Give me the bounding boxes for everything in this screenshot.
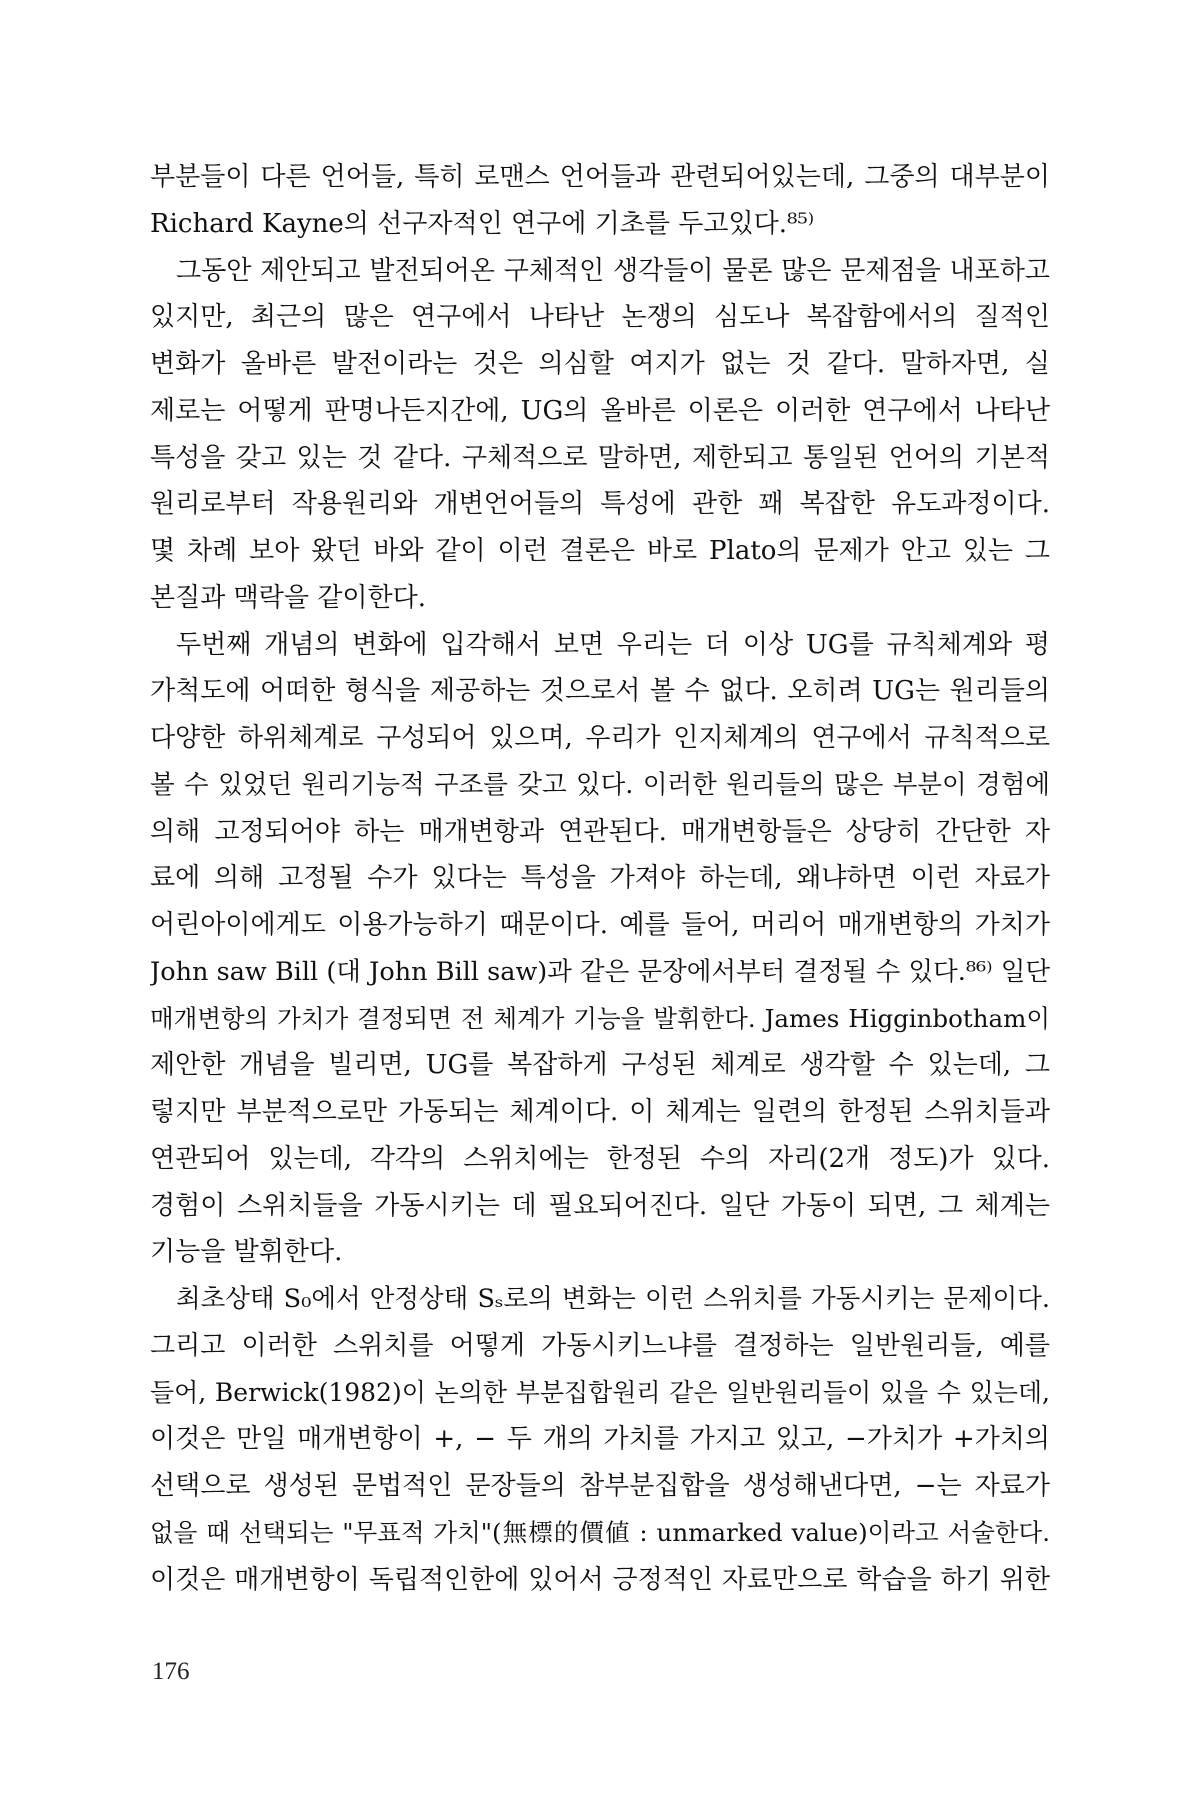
text-line: 최초상태 S₀에서 안정상태 Sₛ로의 변화는 이런 스위치를 가동시키는 문제이다. xyxy=(176,1284,1050,1314)
text-line: Richard Kayne의 선구자적인 연구에 기초를 두고있다.⁸⁵⁾ xyxy=(150,208,815,239)
text-line: 부분들이 다른 언어들, 특히 로맨스 언어들과 관련되어있는데, 그중의 대부분이 xyxy=(150,162,1050,192)
text-line: 그리고 이러한 스위치를 어떻게 가동시키느냐를 결정하는 일반원리들, 예를 xyxy=(150,1330,1050,1361)
page-number: 176 xyxy=(152,1658,190,1685)
text-line: 그동안 제안되고 발전되어온 구체적인 생각들이 물론 많은 문제점을 내포하고 xyxy=(176,255,1050,286)
text-line: 특성을 갖고 있는 것 같다. 구체적으로 말하면, 제한되고 통일된 언어의 기본적 xyxy=(150,442,1050,473)
text-line: 제로는 어떻게 판명나든지간에, UG의 올바른 이론은 이러한 연구에서 나타난 xyxy=(150,395,1050,426)
text-line: 이것은 매개변항이 독립적인한에 있어서 긍정적인 자료만으로 학습을 하기 위한 xyxy=(150,1564,1050,1595)
text-line: 볼 수 있었던 원리기능적 구조를 갖고 있다. 이러한 원리들의 많은 부분이 경험에 xyxy=(150,769,1050,800)
text-line: 변화가 올바른 발전이라는 것은 의심할 여지가 없는 것 같다. 말하자면, 실 xyxy=(150,349,1050,379)
text-line: 들어, Berwick(1982)이 논의한 부분집합원리 같은 일반원리들이 있을 수 있는데, xyxy=(150,1377,1050,1407)
text-line: 어린아이에게도 이용가능하기 때문이다. 예를 들어, 머리어 매개변항의 가치가 xyxy=(150,910,1050,940)
text-line: 본질과 맥락을 같이한다. xyxy=(150,582,426,613)
text-line: 매개변항의 가치가 결정되면 전 체계가 기능을 발휘한다. James Higginbotham이 xyxy=(150,1003,1050,1033)
text-line: 기능을 발휘한다. xyxy=(150,1237,343,1268)
text-line: 두번째 개념의 변화에 입각해서 보면 우리는 더 이상 UG를 규칙체계와 평 xyxy=(176,629,1050,660)
text-line: 있지만, 최근의 많은 연구에서 나타난 논쟁의 심도나 복잡함에서의 질적인 xyxy=(150,302,1050,333)
text-line: 몇 차례 보아 왔던 바와 같이 이런 결론은 바로 Plato의 문제가 안고 있는 그 xyxy=(150,536,1050,566)
text-line: 렇지만 부분적으로만 가동되는 체계이다. 이 체계는 일련의 한정된 스위치들과 xyxy=(150,1097,1050,1127)
text-line: 제안한 개념을 빌리면, UG를 복잡하게 구성된 체계로 생각할 수 있는데, 그 xyxy=(150,1050,1050,1081)
text-line: 다양한 하위체계로 구성되어 있으며, 우리가 인지체계의 연구에서 규칙적으로 xyxy=(150,723,1050,753)
text-line: 가척도에 어떠한 형식을 제공하는 것으로서 볼 수 없다. 오히려 UG는 원리들의 xyxy=(150,676,1050,707)
text-line: 이것은 만일 매개변항이 +, − 두 개의 가치를 가지고 있고, −가치가 +가치의 xyxy=(150,1424,1050,1455)
text-line: 원리로부터 작용원리와 개변언어들의 특성에 관한 꽤 복잡한 유도과정이다. xyxy=(150,489,1050,520)
text-line: 연관되어 있는데, 각각의 스위치에는 한정된 수의 자리(2개 정도)가 있다. xyxy=(150,1143,1050,1174)
text-line: 없을 때 선택되는 "무표적 가치"(無標的價値 : unmarked value)이라고 서술한다. xyxy=(150,1517,1050,1547)
body-text xyxy=(150,154,1050,1603)
text-line: 경험이 스위치들을 가동시키는 데 필요되어진다. 일단 가동이 되면, 그 체계는 xyxy=(150,1190,1050,1221)
text-line: 선택으로 생성된 문법적인 문장들의 참부분집합을 생성해낸다면, −는 자료가 xyxy=(150,1471,1050,1501)
text-line: 의해 고정되어야 하는 매개변항과 연관된다. 매개변항들은 상당히 간단한 자 xyxy=(150,816,1050,847)
text-line: John saw Bill (대 John Bill saw)과 같은 문장에서부터 결정될 수 있다.⁸⁶⁾ 일단 xyxy=(150,956,1050,987)
text-line: 료에 의해 고정될 수가 있다는 특성을 가져야 하는데, 왜냐하면 이런 자료가 xyxy=(150,863,1050,894)
